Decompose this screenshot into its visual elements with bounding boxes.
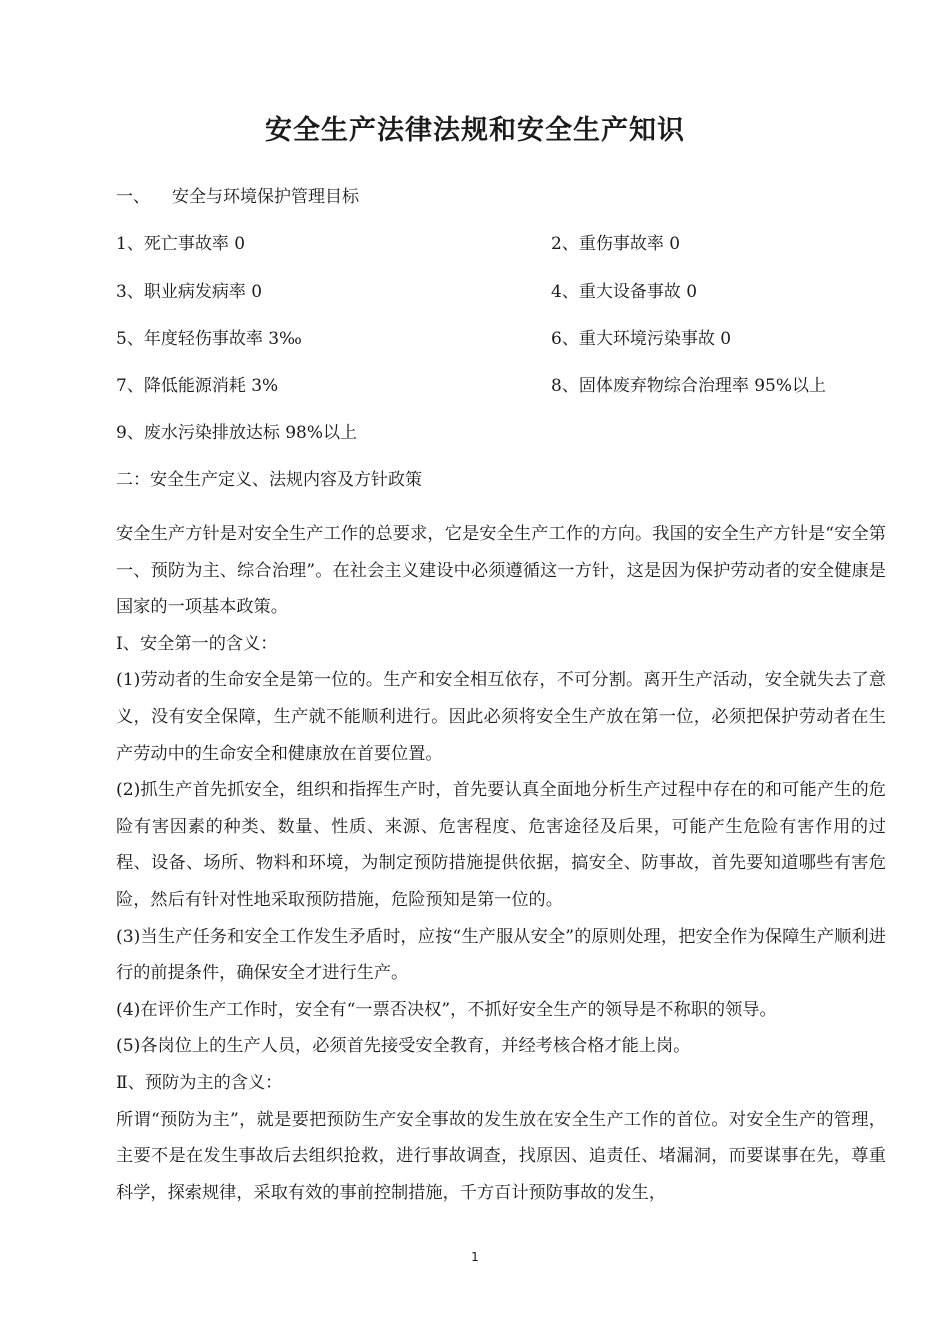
paragraph: (5)各岗位上的生产人员，必须首先接受安全教育，并经考核合格才能上岗。 bbox=[116, 1036, 691, 1057]
goal-item: 8、固体废弃物综合治理率 95%以上 bbox=[551, 376, 827, 396]
paragraph: 安全生产方针是对安全生产工作的总要求，它是安全生产工作的方向。我国的安全生产方针是“安全第一、预防为主、综合治理”。在社会主义建设中必须遵循这一方针，这是因为保护劳动者的安全健康是国家的一项基本政策。 bbox=[116, 524, 886, 618]
body-text bbox=[116, 516, 886, 1211]
goal-item: 4、重大设备事故 0 bbox=[551, 282, 698, 302]
goal-item: 5、年度轻伤事故率 3‰ bbox=[116, 329, 302, 349]
subheading: Ⅰ、安全第一的含义： bbox=[116, 633, 278, 654]
paragraph: (2)抓生产首先抓安全，组织和指挥生产时，首先要认真全面地分析生产过程中存在的和可能产生的危险有害因素的种类、数量、性质、来源、危害程度、危害途径及后果，可能产生危险有害作用的过程、设备、场所、物料和环境，为制定预防措施提供依据，搞安全、防事故，首先要知道哪些有害危险，然后有针对性地采取预防措施，危险预知是第一位的。 bbox=[116, 780, 886, 910]
subheading: Ⅱ、预防为主的含义： bbox=[116, 1072, 283, 1093]
page-number: 1 bbox=[471, 1250, 479, 1264]
paragraph: (1)劳动者的生命安全是第一位的。生产和安全相互依存，不可分割。离开生产活动，安全就失去了意义，没有安全保障，生产就不能顺利进行。因此必须将安全生产放在第一位，必须把保护劳动者在生产劳动中的生命安全和健康放在首要位置。 bbox=[116, 670, 886, 764]
goal-item: 3、职业病发病率 0 bbox=[116, 282, 263, 302]
paragraph: (4)在评价生产工作时，安全有“一票否决权”，不抓好安全生产的领导是不称职的领导。 bbox=[116, 999, 777, 1020]
goal-item: 6、重大环境污染事故 0 bbox=[551, 329, 732, 349]
section-2-heading: 二：安全生产定义、法规内容及方针政策 bbox=[116, 470, 422, 490]
section-1-heading: 安全与环境保护管理目标 bbox=[172, 187, 359, 207]
goal-item: 9、废水污染排放达标 98%以上 bbox=[116, 423, 358, 443]
paragraph: 所谓“预防为主”，就是要把预防生产安全事故的发生放在安全生产工作的首位。对安全生产的管理，主要不是在发生事故后去组织抢救，进行事故调查，找原因、追责任、堵漏洞，而要谋事在先，尊重科学，探索规律，采取有效的事前控制措施，千方百计预防事故的发生， bbox=[116, 1109, 886, 1203]
goal-item: 7、降低能源消耗 3% bbox=[116, 376, 279, 396]
goal-item: 1、死亡事故率 0 bbox=[116, 234, 246, 254]
goal-item: 2、重伤事故率 0 bbox=[551, 234, 681, 254]
section-1-number: 一、 bbox=[116, 187, 150, 207]
paragraph: (3)当生产任务和安全工作发生矛盾时，应按“生产服从安全”的原则处理，把安全作为保障生产顺利进行的前提条件，确保安全才进行生产。 bbox=[116, 926, 886, 984]
page-title: 安全生产法律法规和安全生产知识 bbox=[265, 115, 685, 146]
